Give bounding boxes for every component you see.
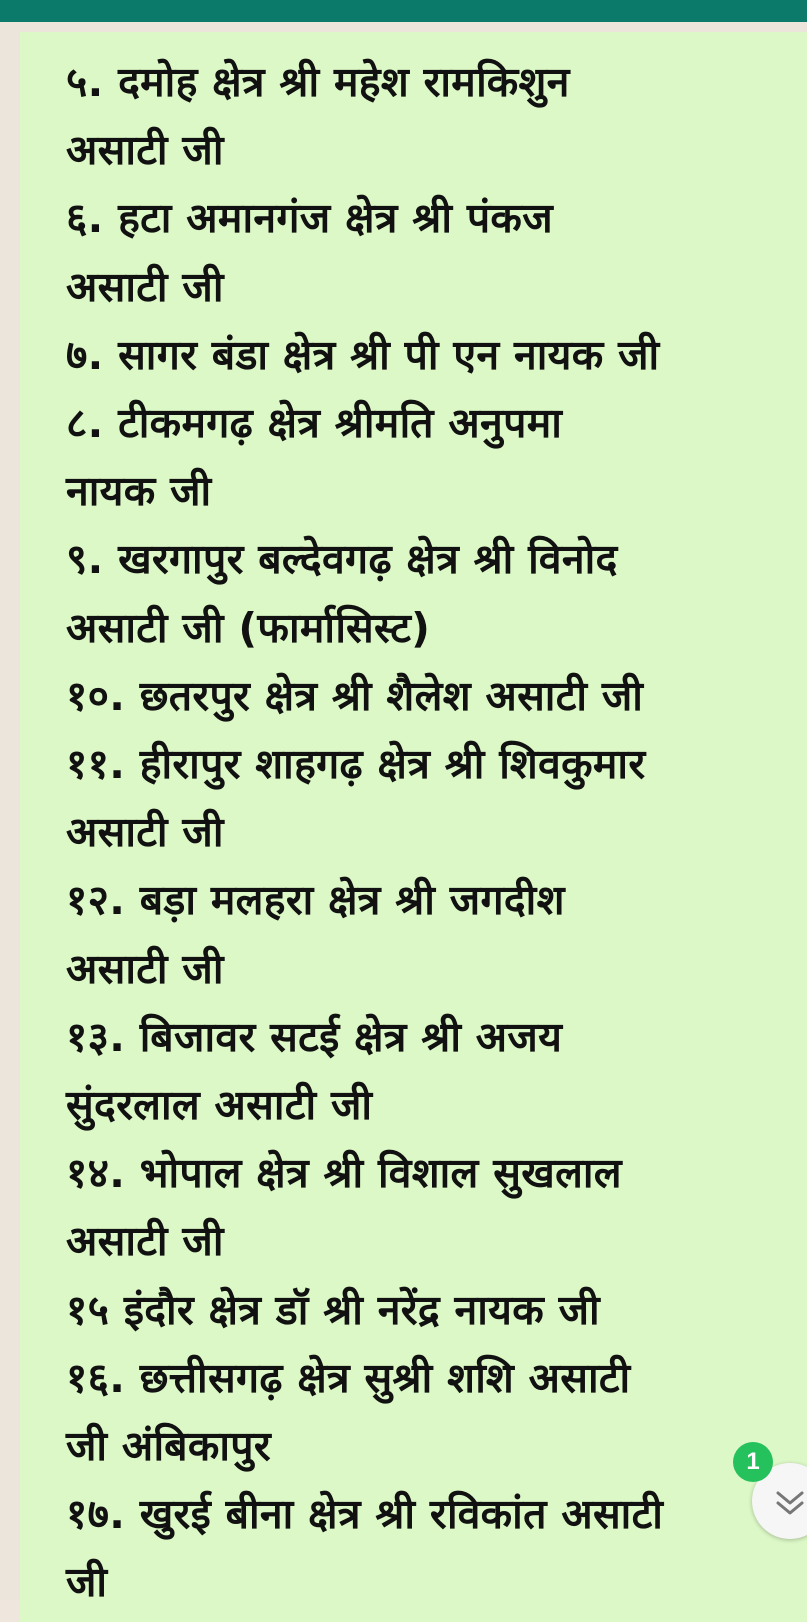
message-line: असाटी जी: [66, 944, 224, 993]
message-line: असाटी जी (फार्मासिस्ट): [66, 603, 431, 652]
message-line: १६. छत्तीसगढ़ क्षेत्र सुश्री शशि असाटी: [66, 1353, 631, 1402]
message-line: १७. खुरई बीना क्षेत्र श्री रविकांत असाटी: [66, 1490, 664, 1539]
message-line: ५. दमोह क्षेत्र श्री महेश रामकिशुन: [66, 58, 570, 106]
message-line: ११. हीरापुर शाहगढ़ क्षेत्र श्री शिवकुमार: [66, 740, 646, 789]
message-line: जी: [66, 1558, 108, 1607]
message-line: १०. छतरपुर क्षेत्र श्री शैलेश असाटी जी: [66, 671, 644, 720]
message-line: असाटी जी: [66, 126, 224, 175]
message-line: नायक जी: [66, 467, 212, 516]
message-line: ६. हटा अमानगंज क्षेत्र श्री पंकज: [66, 194, 553, 243]
message-bubble[interactable]: [20, 32, 807, 1622]
message-line: सुंदरलाल असाटी जी: [66, 1081, 373, 1130]
message-line: ८. टीकमगढ़ क्षेत्र श्रीमति अनुपमा: [66, 399, 563, 448]
message-line: ९. खरगापुर बल्देवगढ़ क्षेत्र श्री विनोद: [66, 535, 618, 584]
message-line: असाटी जी: [66, 808, 224, 857]
message-line: १३. बिजावर सटई क्षेत्र श्री अजय: [66, 1012, 563, 1061]
chat-background: [0, 22, 807, 1607]
message-line: असाटी जी: [66, 1217, 224, 1266]
chat-header-bar: [0, 0, 807, 22]
message-line: असाटी जी: [66, 262, 224, 311]
double-chevron-down-icon: [772, 1485, 807, 1521]
message-line: १४. भोपाल क्षेत्र श्री विशाल सुखलाल: [66, 1149, 622, 1198]
unread-count-badge: 1: [733, 1442, 773, 1482]
message-line: ७. सागर बंडा क्षेत्र श्री पी एन नायक जी: [66, 330, 660, 379]
message-line: १२. बड़ा मलहरा क्षेत्र श्री जगदीश: [66, 876, 565, 925]
message-text: [66, 48, 807, 1617]
message-line: १५ इंदौर क्षेत्र डॉ श्री नरेंद्र नायक जी: [66, 1285, 600, 1334]
message-line: जी अंबिकापुर: [66, 1422, 271, 1471]
